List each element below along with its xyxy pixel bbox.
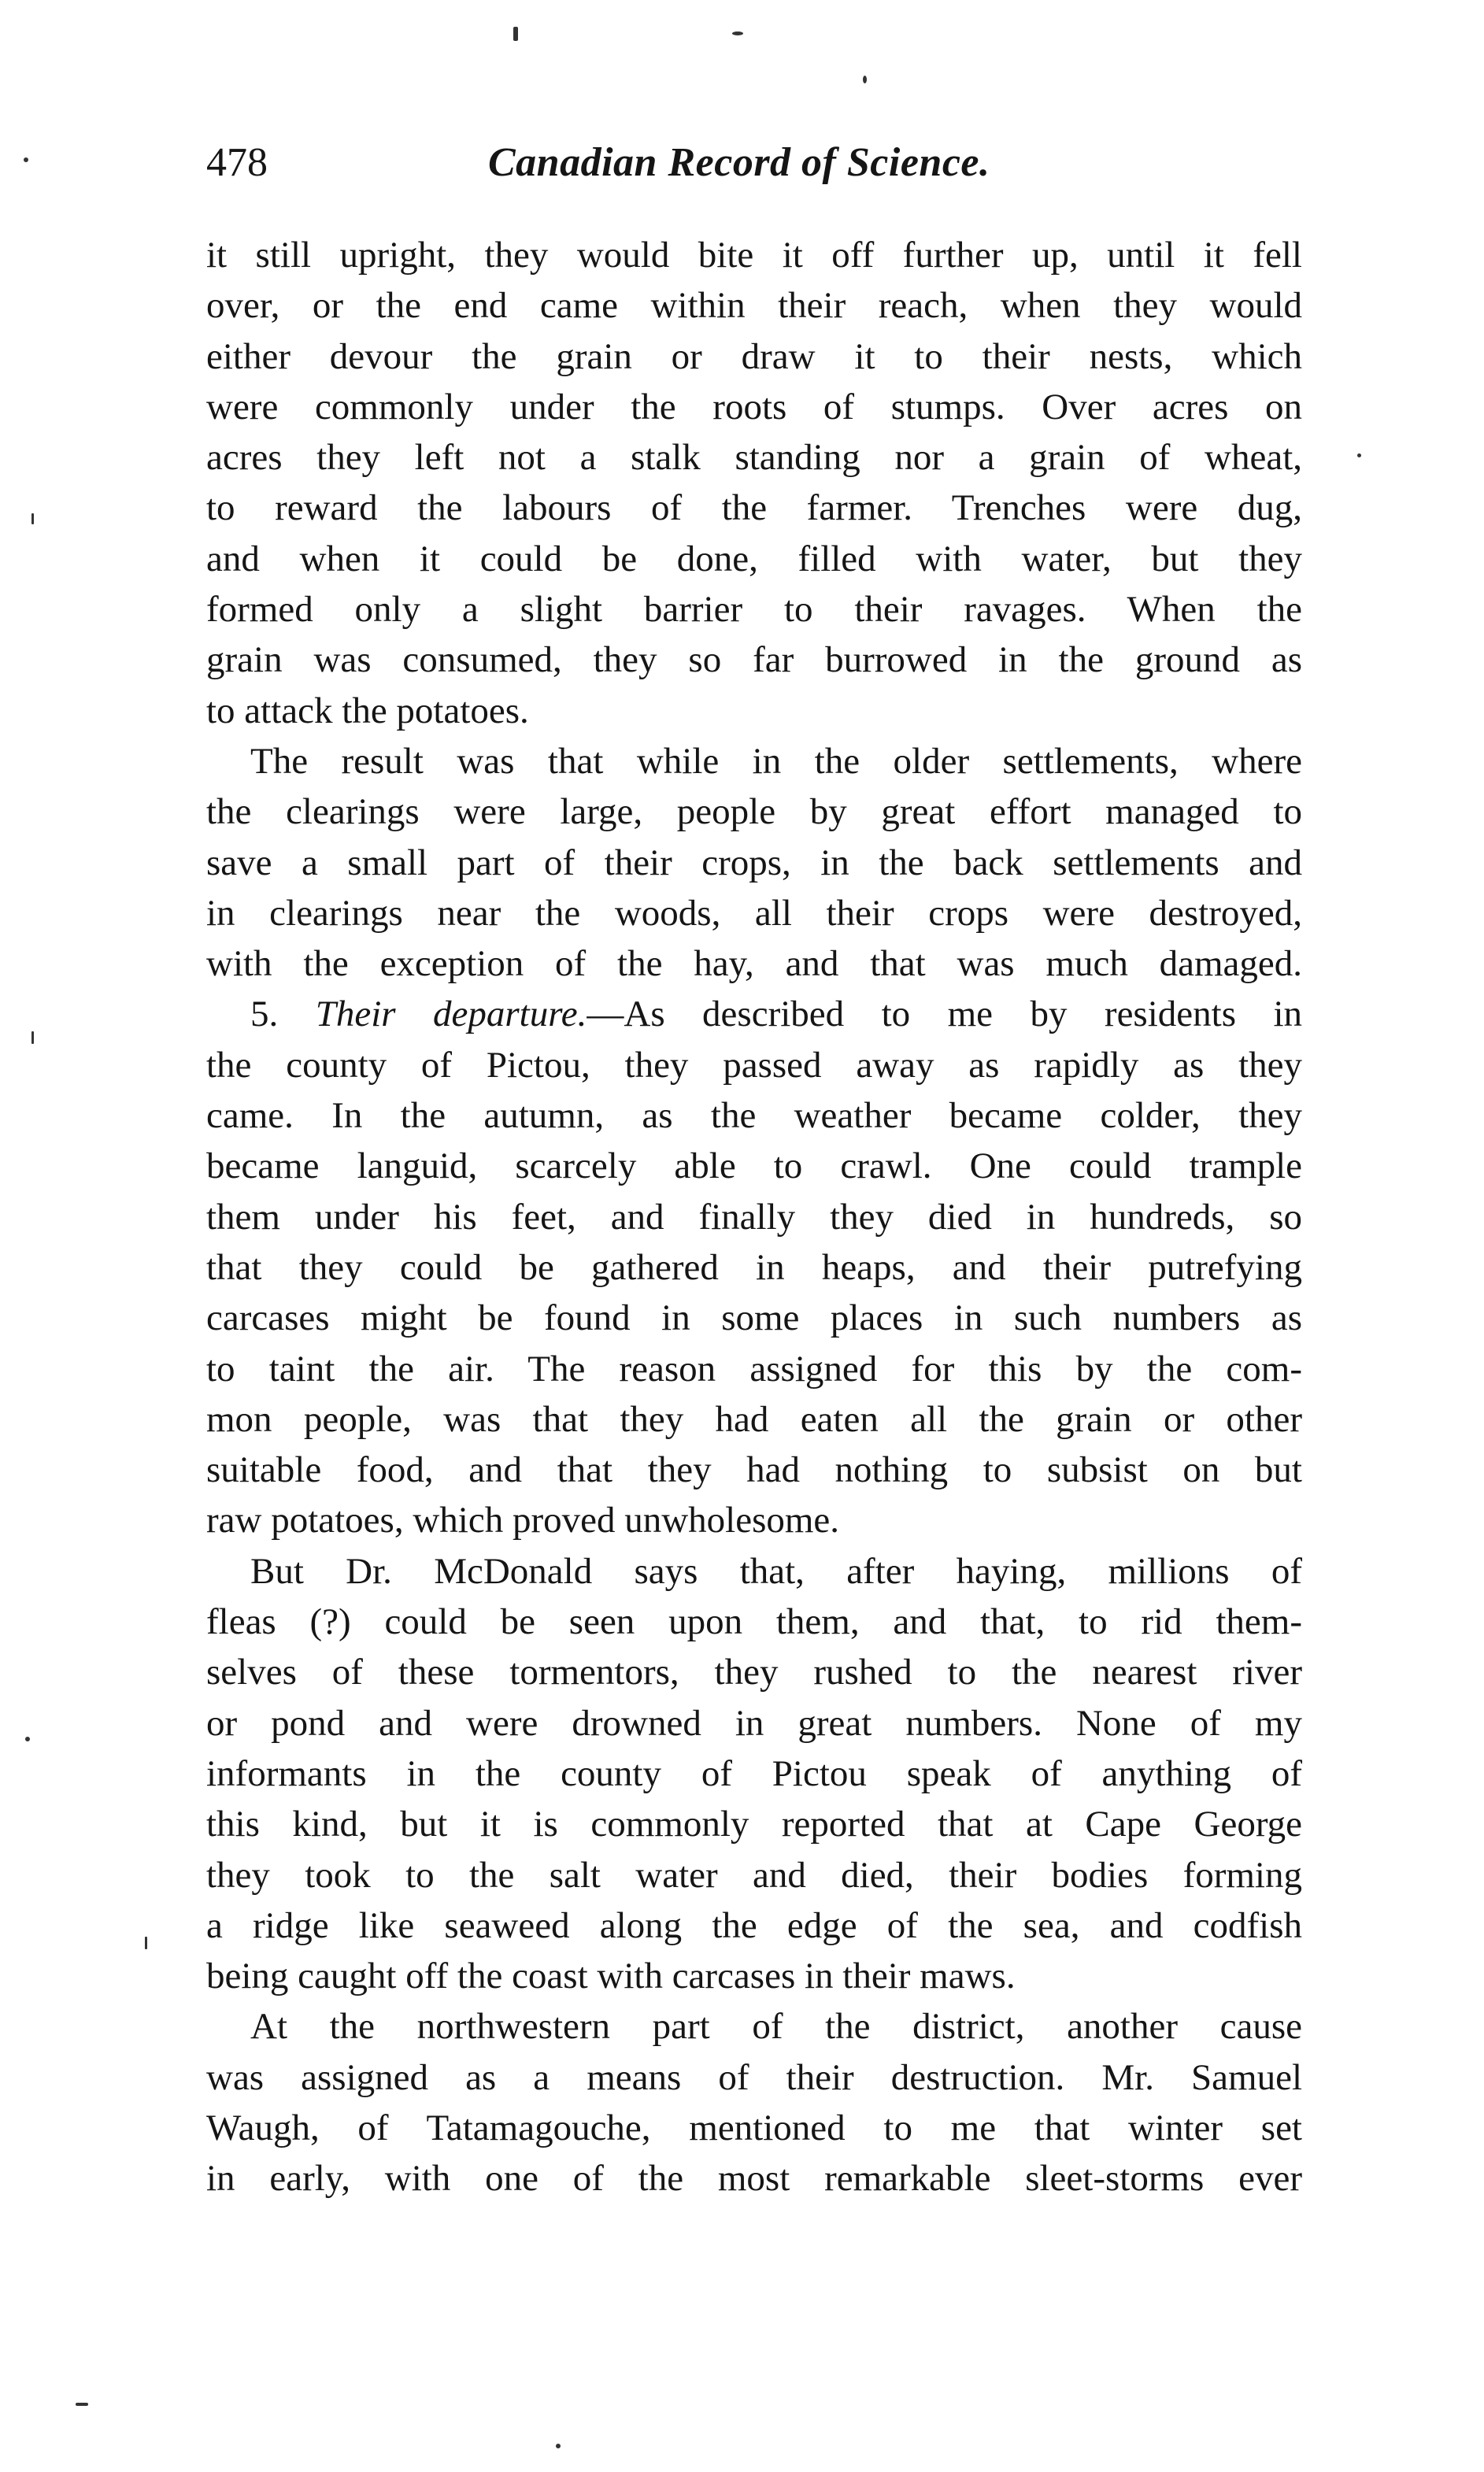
text-line: The result was that while in the older settlements, where xyxy=(250,740,1302,782)
running-head: Canadian Record of Science. xyxy=(488,140,990,185)
scan-speck xyxy=(732,31,743,35)
text-line: either devour the grain or draw it to their nests, which xyxy=(206,335,1302,377)
scan-speck xyxy=(1357,453,1361,457)
text-line: suitable food, and that they had nothing to subsist on but xyxy=(206,1449,1302,1491)
text-line: selves of these tormentors, they rushed to the nearest river xyxy=(206,1652,1302,1693)
scan-speck xyxy=(25,1737,30,1741)
scan-speck xyxy=(24,157,28,162)
scan-speck xyxy=(513,27,518,41)
text-line: or pond and were drowned in great numbers. None of my xyxy=(206,1702,1302,1744)
text-line: in clearings near the woods, all their crops were destroyed, xyxy=(206,892,1302,934)
paragraph xyxy=(206,2001,1302,2204)
section-title: Their departure. xyxy=(315,994,587,1035)
text-line: a ridge like seaweed along the edge of the sea, and codfish xyxy=(206,1904,1302,1946)
text-line: Waugh, of Tatamagouche, mentioned to me that winter set xyxy=(206,2107,1302,2148)
text-line: the clearings were large, people by great effort managed to xyxy=(206,791,1302,833)
body-text xyxy=(206,230,1302,2204)
text-line: came. In the autumn, as the weather became colder, they xyxy=(206,1095,1302,1137)
text-line: acres they left not a stalk standing nor a grain of wheat, xyxy=(206,437,1302,479)
text-line: this kind, but it is commonly reported that at Cape George xyxy=(206,1804,1302,1845)
paragraph xyxy=(206,1546,1302,2002)
text-line: mon people, was that they had eaten all the grain or other xyxy=(206,1398,1302,1440)
text-line: became languid, scarcely able to crawl. One could trample xyxy=(206,1145,1302,1187)
scan-speck xyxy=(31,1031,34,1044)
text-line: the county of Pictou, they passed away as rapidly as they xyxy=(206,1044,1302,1086)
text-line: to reward the labours of the farmer. Trenches were dug, xyxy=(206,487,1302,529)
paragraph xyxy=(206,736,1302,989)
text-line: that they could be gathered in heaps, and their putrefying xyxy=(206,1246,1302,1288)
text-line: were commonly under the roots of stumps. Over acres on xyxy=(206,386,1302,427)
text-line: But Dr. McDonald says that, after haying, millions of xyxy=(250,1550,1302,1592)
text-line: being caught off the coast with carcases in their maws. xyxy=(206,1956,1016,1997)
text-line: them under his feet, and finally they died in hundreds, so xyxy=(206,1196,1302,1238)
scan-speck xyxy=(76,2403,88,2406)
text-line: they took to the salt water and died, their bodies forming xyxy=(206,1854,1302,1896)
text-fragment: —As described to me by residents in xyxy=(587,994,1303,1035)
paragraph xyxy=(206,230,1302,736)
scan-speck xyxy=(863,76,867,83)
text-line: raw potatoes, which proved unwholesome. xyxy=(206,1500,840,1541)
text-line: in early, with one of the most remarkable sleet-storms ever xyxy=(206,2158,1302,2200)
text-line: save a small part of their crops, in the back settlements and xyxy=(206,842,1302,883)
text-line: fleas (?) could be seen upon them, and that, to rid them- xyxy=(206,1601,1302,1643)
page-number: 478 xyxy=(206,140,268,185)
page-header xyxy=(206,135,1302,191)
text-line: it still upright, they would bite it off further up, until it fell xyxy=(206,235,1302,276)
text-line: was assigned as a means of their destruction. Mr. Samuel xyxy=(206,2056,1302,2098)
text-line: and when it could be done, filled with water, but they xyxy=(206,538,1302,579)
paragraph xyxy=(206,989,1302,1545)
section-number: 5. xyxy=(250,994,279,1035)
text-line: to taint the air. The reason assigned for this by the com- xyxy=(206,1348,1302,1390)
scan-speck xyxy=(31,513,34,524)
text-line: to attack the potatoes. xyxy=(206,690,529,731)
text-line: grain was consumed, they so far burrowed in the ground as xyxy=(206,639,1302,681)
text-line: informants in the county of Pictou speak of anything of xyxy=(206,1752,1302,1794)
scan-speck xyxy=(145,1937,147,1949)
text-line: At the northwestern part of the district, another cause xyxy=(250,2006,1302,2048)
text-line: formed only a slight barrier to their ravages. When the xyxy=(206,589,1302,631)
text-line xyxy=(206,989,1302,1039)
text-line: with the exception of the hay, and that was much damaged. xyxy=(206,943,1302,985)
text-line: over, or the end came within their reach, when they would xyxy=(206,285,1302,327)
text-line: carcases might be found in some places in such numbers as xyxy=(206,1297,1302,1339)
scan-speck xyxy=(556,2444,561,2448)
